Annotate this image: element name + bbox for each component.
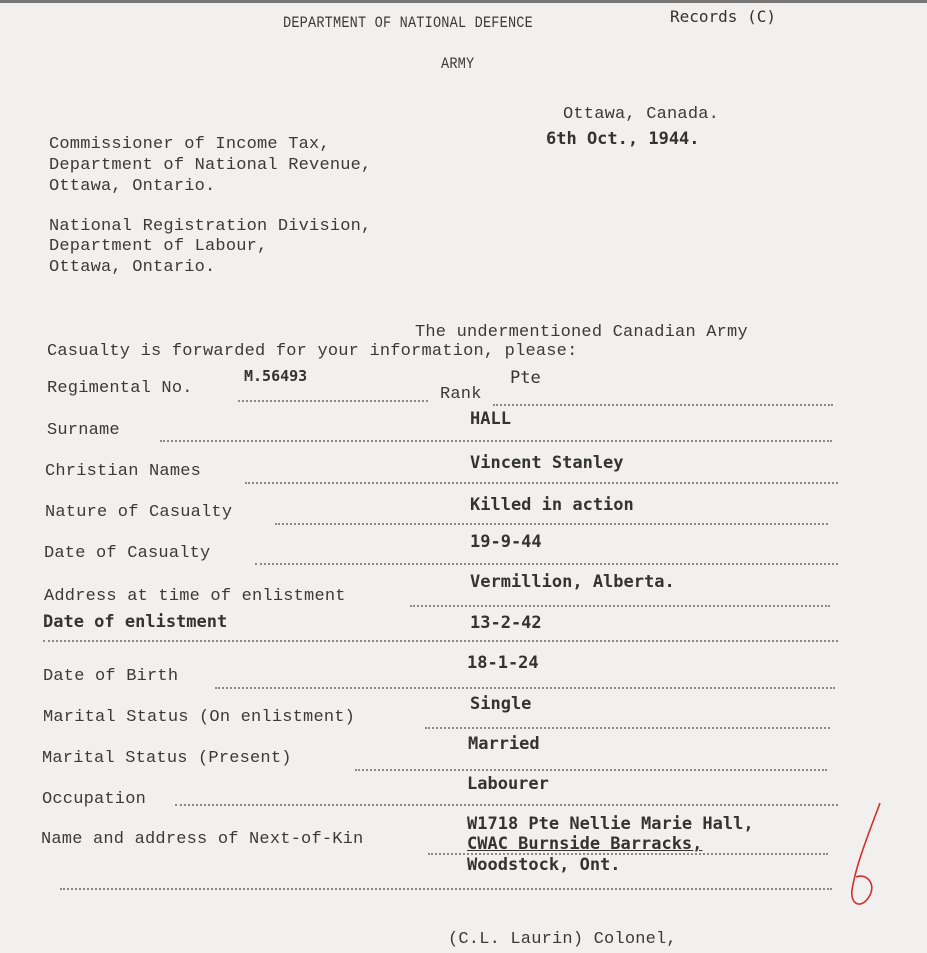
next-of-kin-line: Woodstock, Ont. — [467, 855, 621, 875]
dotted-line — [355, 769, 827, 771]
address-label: Address at time of enlistment — [44, 587, 346, 606]
christian-names-value: Vincent Stanley — [470, 453, 624, 473]
dotted-line — [215, 687, 835, 689]
nature-value: Killed in action — [470, 495, 634, 515]
rank-label: Rank — [440, 385, 482, 404]
occupation-label: Occupation — [42, 790, 147, 809]
red-handwritten-annotation — [840, 795, 890, 915]
nature-label: Nature of Casualty — [45, 503, 233, 522]
dotted-line — [160, 440, 832, 442]
dotted-line — [60, 888, 832, 890]
next-of-kin-label: Name and address of Next-of-Kin — [41, 830, 364, 849]
marital-present-label: Marital Status (Present) — [42, 749, 292, 768]
recipient-line: Department of National Revenue, — [49, 156, 372, 175]
intro-line: Casualty is forwarded for your information, please: — [47, 342, 578, 361]
date-enlistment-value: 13-2-42 — [470, 613, 542, 633]
surname-label: Surname — [47, 421, 120, 440]
dotted-line — [245, 482, 838, 484]
recipient-line: Commissioner of Income Tax, — [49, 135, 330, 154]
occupation-value: Labourer — [467, 774, 549, 794]
dotted-line — [255, 563, 838, 565]
scan-edge — [0, 0, 927, 3]
dotted-line — [238, 400, 428, 402]
next-of-kin-line: W1718 Pte Nellie Marie Hall, — [467, 814, 754, 834]
date-casualty-label: Date of Casualty — [44, 544, 211, 563]
date-enlistment-label: Date of enlistment — [43, 612, 228, 632]
dotted-line — [410, 605, 830, 607]
dotted-line — [275, 523, 828, 525]
dob-value: 18-1-24 — [467, 653, 539, 673]
recipient-line: Ottawa, Ontario. — [49, 177, 216, 196]
signature: (C.L. Laurin) Colonel, — [448, 930, 677, 949]
dotted-line — [425, 727, 830, 729]
dotted-line — [493, 404, 833, 406]
records-stamp: Records (C) — [670, 7, 776, 26]
address-value: Vermillion, Alberta. — [470, 572, 675, 592]
rank-value: Pte — [510, 368, 541, 388]
date: 6th Oct., 1944. — [546, 129, 700, 149]
recipient-line: Department of Labour, — [49, 237, 268, 256]
recipient-line: National Registration Division, — [49, 217, 372, 236]
date-casualty-value: 19-9-44 — [470, 532, 542, 552]
branch-heading: ARMY — [441, 55, 475, 73]
place: Ottawa, Canada. — [563, 105, 720, 124]
marital-enlistment-value: Single — [470, 694, 532, 714]
christian-names-label: Christian Names — [45, 462, 202, 481]
next-of-kin-line: CWAC Burnside Barracks, — [467, 834, 703, 854]
dotted-line — [43, 640, 838, 642]
regimental-no-value: M.56493 — [244, 367, 308, 385]
marital-enlistment-label: Marital Status (On enlistment) — [43, 708, 356, 727]
dotted-line — [175, 804, 838, 806]
surname-value: HALL — [470, 409, 511, 429]
recipient-line: Ottawa, Ontario. — [49, 258, 216, 277]
marital-present-value: Married — [468, 734, 540, 754]
dotted-line — [428, 853, 828, 855]
dob-label: Date of Birth — [43, 667, 179, 686]
department-heading: DEPARTMENT OF NATIONAL DEFENCE — [283, 14, 533, 32]
intro-line: The undermentioned Canadian Army — [415, 323, 748, 342]
regimental-no-label: Regimental No. — [47, 379, 193, 398]
